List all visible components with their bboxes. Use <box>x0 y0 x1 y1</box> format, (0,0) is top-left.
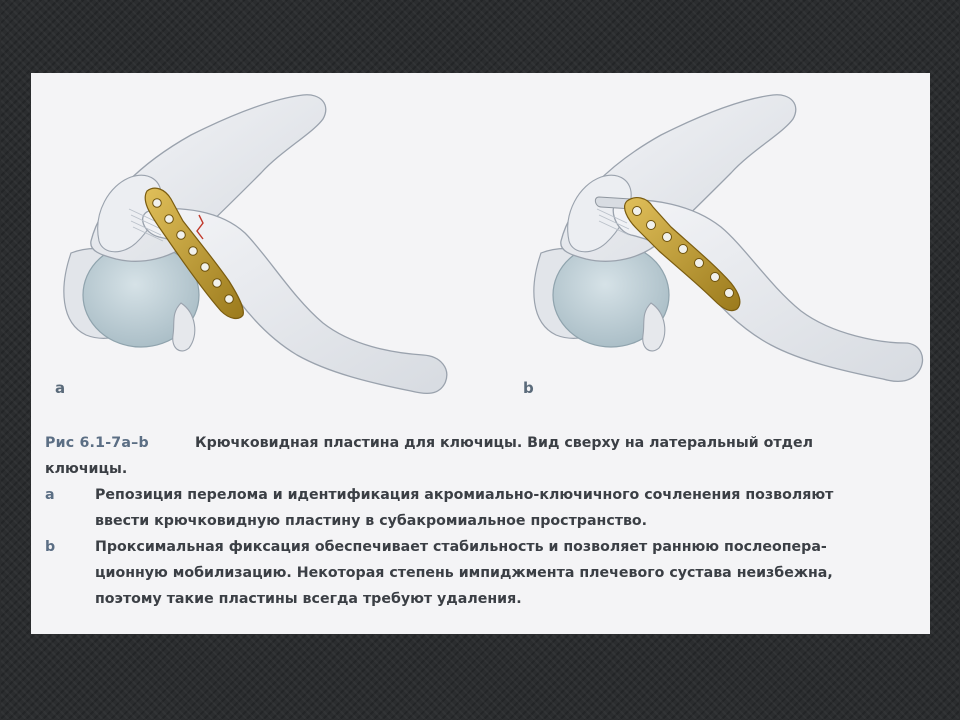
slide-panel <box>31 73 930 634</box>
figure-caption <box>45 430 925 612</box>
illustration-a <box>64 95 447 394</box>
caption-item-a <box>45 482 925 534</box>
caption-title-line2: ключицы. <box>45 461 128 477</box>
figure-label-b: b <box>523 379 534 397</box>
caption-item-b-line3: поэтому такие пластины всегда требуют удаления. <box>95 591 522 607</box>
figure-number: Рис 6.1-7a–b <box>45 435 149 451</box>
illustration-b <box>534 95 923 382</box>
caption-item-key-b: b <box>45 539 56 555</box>
anatomical-illustration <box>31 73 930 413</box>
caption-item-a-line2: ввести крючковидную пластину в субакромиальное пространство. <box>95 513 648 529</box>
caption-item-b-line1: Проксимальная фиксация обеспечивает стабильность и позволяет раннюю послеопера- <box>95 539 827 555</box>
caption-item-a-line1: Репозиция перелома и идентификация акромиально-ключичного сочленения позволяют <box>95 487 834 503</box>
caption-item-b-line2: ционную мобилизацию. Некоторая степень импиджмента плечевого сустава неизбежна, <box>95 565 833 581</box>
caption-item-key-a: a <box>45 487 55 503</box>
caption-item-b <box>45 534 925 612</box>
caption-title-line1: Крючковидная пластина для ключицы. Вид сверху на латеральный отдел <box>195 435 814 451</box>
caption-title <box>45 430 925 482</box>
figure-label-a: a <box>55 379 66 397</box>
